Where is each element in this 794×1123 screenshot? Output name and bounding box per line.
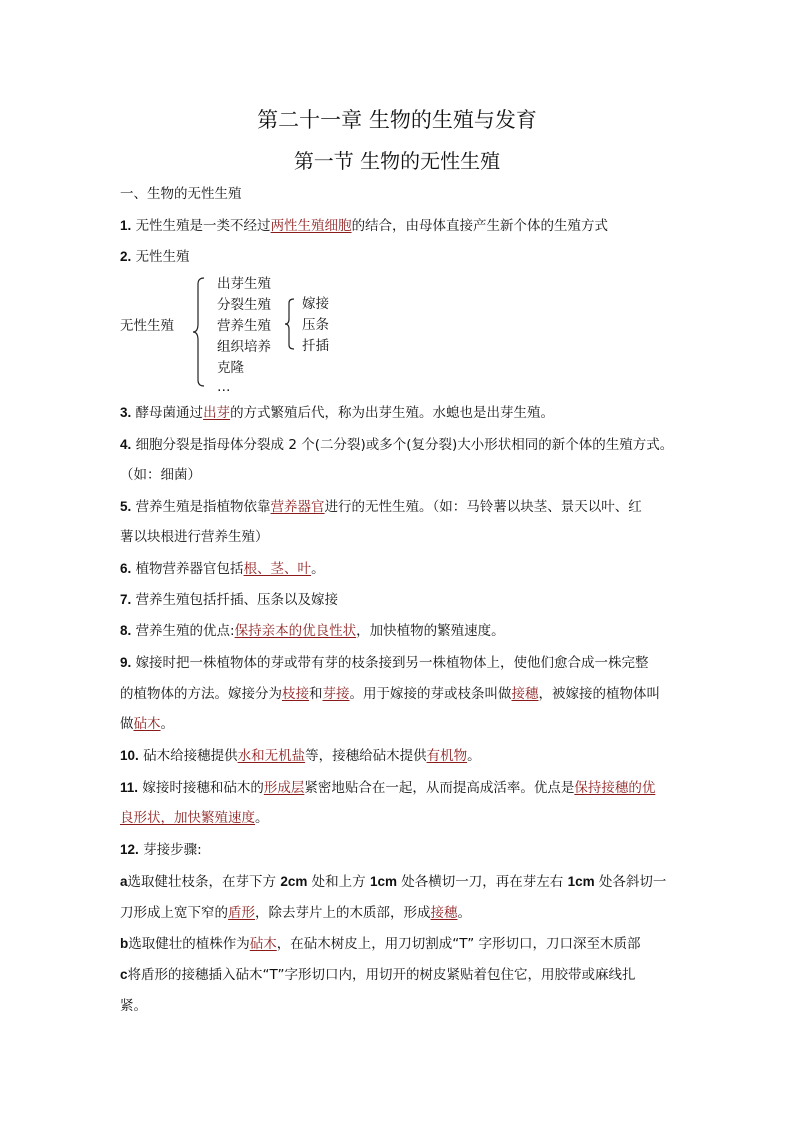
- key-term: 水和无机盐: [237, 748, 306, 764]
- item-number: 8.: [120, 623, 132, 638]
- item-text: 嫁接时把一株植物体的芽或带有芽的枝条接到另一株植物体上，使他们愈合成一株完整: [135, 655, 649, 671]
- tree-branch: 克隆: [217, 360, 244, 376]
- item-text: 芽接步骤:: [143, 842, 202, 858]
- step-text: 选取健壮的植株作为: [128, 936, 250, 952]
- item-number: 6.: [120, 561, 132, 576]
- item-9-line2: [120, 684, 660, 704]
- tree-sub-item: 嫁接: [302, 296, 329, 312]
- key-term: 优良性状: [302, 623, 357, 639]
- item-text: 酵母菌通过: [135, 405, 204, 421]
- item-3: [120, 403, 554, 423]
- item-number: 2.: [120, 249, 132, 264]
- key-term: 形成层: [263, 780, 305, 796]
- step-text: 将盾形的接穗插入砧木“T”字形切口内，用切开的树皮紧贴着包住它，用胶带或麻线扎: [127, 967, 636, 983]
- item-number: 10.: [120, 748, 139, 763]
- step-label: c: [120, 967, 128, 982]
- key-term: 保持接穗的优: [574, 780, 656, 796]
- item-text: 和: [309, 686, 323, 702]
- tree-branch: 组织培养: [217, 339, 271, 355]
- step-text: 处各横切一刀，再在芽左右: [396, 874, 568, 890]
- step-c: [120, 965, 635, 985]
- step-a-line2: [120, 903, 471, 923]
- item-number: 1.: [120, 218, 132, 233]
- brace-sub: [284, 297, 296, 353]
- tree-branch: …: [217, 379, 231, 395]
- item-text: 。: [467, 748, 481, 764]
- key-term: 有机物: [426, 748, 468, 764]
- measurement: 1cm: [567, 874, 595, 889]
- tree-branch: 分裂生殖: [217, 297, 271, 313]
- section-title: 第一节 生物的无性生殖: [293, 149, 501, 173]
- step-text: 刀形成上宽下窄的: [120, 905, 228, 921]
- item-text: 紧密地贴合在一起，从而提高成活率。优点是: [304, 780, 575, 796]
- key-term: 芽接: [322, 686, 350, 702]
- key-term: 出芽: [203, 405, 231, 421]
- asexual-reproduction-tree: [120, 274, 380, 394]
- item-11: [120, 778, 655, 798]
- item-text: 做: [120, 716, 134, 732]
- tree-sub-item: 压条: [302, 317, 329, 333]
- measurement: 1cm: [369, 874, 397, 889]
- item-4-line2: （如：细菌）: [120, 467, 201, 483]
- item-2: [120, 247, 190, 267]
- key-term: 两性生殖细胞: [270, 218, 352, 234]
- key-term: 接穗: [511, 686, 539, 702]
- key-term: 良形状，加快繁殖速度: [120, 810, 255, 826]
- item-11-line2: [120, 808, 269, 828]
- key-term: 接穗: [430, 905, 458, 921]
- item-text: ，加快植物的繁殖速度。: [356, 623, 505, 639]
- item-8: [120, 621, 505, 641]
- item-text: ，被嫁接的植物体叫: [538, 686, 660, 702]
- chapter-title: 第二十一章 生物的生殖与发育: [257, 108, 537, 132]
- item-text: 的结合，由母体直接产生新个体的生殖方式: [351, 218, 609, 234]
- item-6: [120, 559, 325, 579]
- item-text: 的方式繁殖后代，称为出芽生殖。水螅也是出芽生殖。: [230, 405, 555, 421]
- key-term: 砧木: [249, 936, 277, 952]
- measurement: 2cm: [280, 874, 308, 889]
- item-5-line2: 薯以块根进行营养生殖）: [120, 529, 269, 545]
- item-12: [120, 840, 202, 860]
- item-text: 营养生殖包括扦插、压条以及嫁接: [135, 592, 339, 608]
- key-term: 盾形: [228, 905, 255, 921]
- step-c-line2: 紧。: [120, 998, 147, 1014]
- item-text: 。: [311, 561, 325, 577]
- tree-branch: 出芽生殖: [217, 276, 271, 292]
- step-text: 。: [457, 905, 471, 921]
- key-term: 营养器官: [270, 499, 325, 515]
- item-9: [120, 653, 649, 673]
- item-text: 无性生殖: [135, 249, 190, 265]
- item-text: 细胞分裂是指母体分裂成 2 个(二分裂)或多个(复分裂)大小形状相同的新个体的生殖方式。: [135, 437, 674, 453]
- heading-asexual-reproduction: 一、生物的无性生殖: [120, 186, 242, 202]
- step-b: [120, 934, 640, 954]
- tree-root: 无性生殖: [120, 318, 174, 334]
- item-7: [120, 590, 338, 610]
- item-number: 11.: [120, 780, 139, 795]
- item-number: 5.: [120, 499, 132, 514]
- item-text: 营养生殖的优点:: [135, 623, 235, 639]
- item-text: 。: [160, 716, 174, 732]
- key-term: 枝接: [282, 686, 309, 702]
- step-label: b: [120, 936, 129, 951]
- step-text: 处各斜切一: [594, 874, 667, 890]
- step-text: 选取健壮枝条，在芽下方: [127, 874, 281, 890]
- item-5: [120, 497, 642, 517]
- item-9-line3: [120, 714, 174, 734]
- item-number: 12.: [120, 842, 139, 857]
- step-a: [120, 872, 666, 892]
- key-term: 根、茎、叶: [243, 561, 312, 577]
- item-text: 进行的无性生殖。（如：马铃薯以块茎、景天以叶、红: [324, 499, 642, 515]
- item-text: 的植物体的方法。嫁接分为: [120, 686, 282, 702]
- key-term: 砧木: [133, 716, 161, 732]
- item-text: 。: [255, 810, 269, 826]
- item-number: 4.: [120, 437, 132, 452]
- step-text: ，除去芽片上的木质部，形成: [255, 905, 431, 921]
- brace-main: [192, 276, 206, 388]
- item-number: 7.: [120, 592, 132, 607]
- item-1: [120, 216, 608, 236]
- item-text: 。用于嫁接的芽或枝条叫做: [349, 686, 512, 702]
- item-10: [120, 746, 481, 766]
- step-text: ，在砧木树皮上，用刀切割成“T” 字形切口，刀口深至木质部: [276, 936, 641, 952]
- tree-sub-item: 扦插: [302, 338, 329, 354]
- item-number: 3.: [120, 405, 132, 420]
- item-text: 营养生殖是指植物依靠: [135, 499, 271, 515]
- item-text: 无性生殖是一类不经过: [135, 218, 271, 234]
- item-text: 砧木给接穗提供: [143, 748, 238, 764]
- item-4: [120, 435, 673, 455]
- tree-branch: 营养生殖: [217, 318, 271, 334]
- item-text: 植物营养器官包括: [135, 561, 244, 577]
- item-text: 嫁接时接穗和砧木的: [142, 780, 264, 796]
- key-term: 保持亲本的: [234, 623, 303, 639]
- item-number: 9.: [120, 655, 132, 670]
- step-label: a: [120, 874, 128, 889]
- item-text: 等，接穗给砧木提供: [305, 748, 427, 764]
- step-text: 处和上方: [307, 874, 370, 890]
